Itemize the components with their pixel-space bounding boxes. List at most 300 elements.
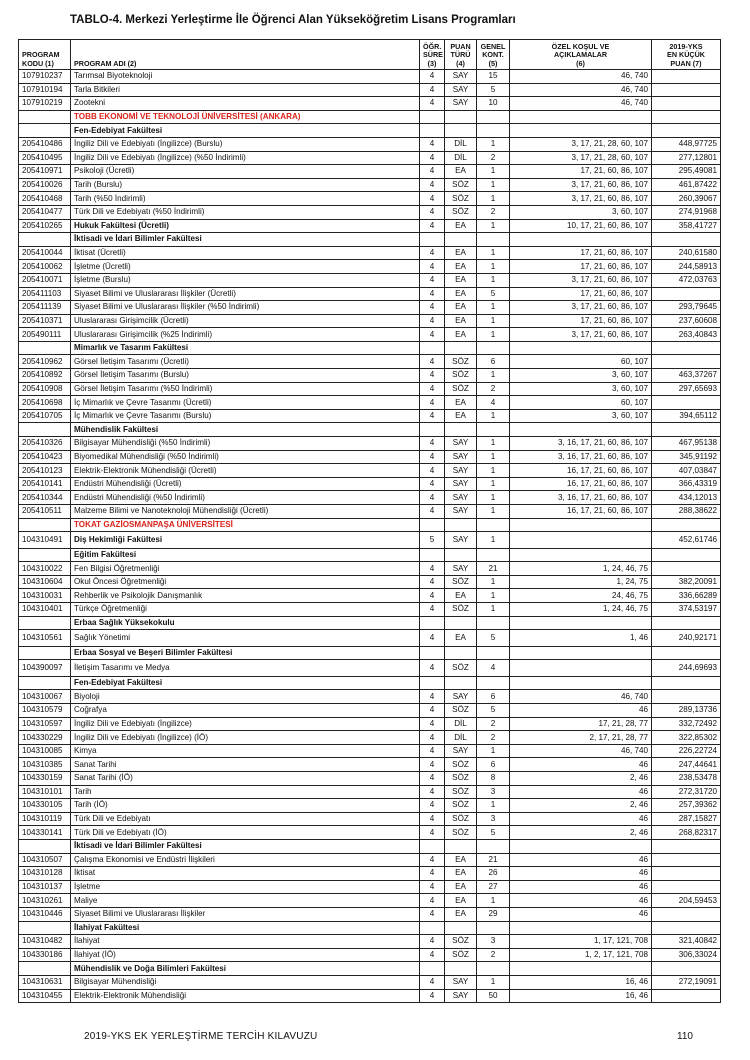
table-row [19,630,721,647]
min-score-cell: 461,87422 [652,178,721,192]
program-code-cell: 104310031 [19,589,71,603]
duration-cell: 4 [420,575,445,589]
program-code-cell: 205410265 [19,219,71,233]
program-name-cell: Türk Dili ve Edebiyatı (%50 İndirimli) [71,205,420,219]
conditions-cell: 46 [510,704,652,718]
score-type-cell: SAY [445,505,477,519]
quota-cell: 1 [477,246,510,260]
duration-cell: 4 [420,97,445,111]
quota-cell: 1 [477,301,510,315]
program-name-cell: Tarih [71,785,420,799]
score-type-cell [445,548,477,562]
program-name-cell: İç Mimarlık ve Çevre Tasarımı (Ücretli) [71,396,420,410]
duration-cell [420,423,445,437]
score-type-cell [445,518,477,532]
duration-cell [420,616,445,630]
conditions-cell: 1, 24, 46, 75 [510,603,652,617]
min-score-cell: 295,49081 [652,165,721,179]
program-code-cell: 104310385 [19,758,71,772]
min-score-cell [652,287,721,301]
program-code-cell: 107910219 [19,97,71,111]
program-code-cell: 205410511 [19,505,71,519]
quota-cell: 1 [477,165,510,179]
table-row [19,409,721,423]
conditions-cell: 24, 46, 75 [510,589,652,603]
table-row [19,772,721,786]
duration-cell: 4 [420,717,445,731]
score-type-cell: EA [445,853,477,867]
program-code-cell: 205410371 [19,314,71,328]
table-row [19,589,721,603]
program-code-cell: 205410071 [19,273,71,287]
header-score-type: PUAN TÜRÜ (4) [445,40,477,70]
program-name-cell: İngiliz Dili ve Edebiyatı (İngilizce) (İÖ) [71,731,420,745]
conditions-cell: 46, 740 [510,744,652,758]
duration-cell: 4 [420,205,445,219]
conditions-cell: 46 [510,894,652,908]
conditions-cell: 2, 46 [510,772,652,786]
table-row [19,660,721,677]
faculty-row [19,341,721,355]
footer-guide-title: 2019-YKS EK YERLEŞTİRME TERCİH KILAVUZU [84,1031,318,1042]
duration-cell: 4 [420,758,445,772]
min-score-cell [652,867,721,881]
program-name-cell: Kimya [71,744,420,758]
program-code-cell [19,423,71,437]
score-type-cell: SAY [445,532,477,549]
quota-cell: 3 [477,935,510,949]
conditions-cell: 1, 2, 17, 121, 708 [510,948,652,962]
program-code-cell: 205410908 [19,382,71,396]
program-name-cell: Sağlık Yönetimi [71,630,420,647]
program-code-cell: 104310085 [19,744,71,758]
conditions-cell: 17, 21, 60, 86, 107 [510,287,652,301]
duration-cell: 5 [420,532,445,549]
table-row [19,717,721,731]
min-score-cell: 260,39067 [652,192,721,206]
score-type-cell: EA [445,907,477,921]
footer-page-number: 110 [677,1031,693,1042]
faculty-row [19,233,721,247]
program-name-cell: İşletme (Burslu) [71,273,420,287]
table-row [19,287,721,301]
duration-cell: 4 [420,165,445,179]
conditions-cell: 3, 16, 17, 21, 60, 86, 107 [510,437,652,451]
program-name-cell: İletişim Tasarımı ve Medya [71,660,420,677]
quota-cell: 1 [477,137,510,151]
quota-cell: 1 [477,894,510,908]
quota-cell: 21 [477,853,510,867]
program-code-cell: 205410123 [19,464,71,478]
conditions-cell: 60, 107 [510,355,652,369]
score-type-cell [445,341,477,355]
faculty-name-cell: İlahiyat Fakültesi [71,921,420,935]
conditions-cell [510,233,652,247]
duration-cell: 4 [420,772,445,786]
score-type-cell: SÖZ [445,935,477,949]
table-row [19,205,721,219]
conditions-cell [510,676,652,690]
min-score-cell: 272,19091 [652,975,721,989]
conditions-cell: 16, 46 [510,975,652,989]
duration-cell: 4 [420,83,445,97]
duration-cell: 4 [420,989,445,1003]
duration-cell [420,676,445,690]
faculty-row [19,839,721,853]
quota-cell [477,839,510,853]
conditions-cell [510,616,652,630]
program-name-cell: Siyaset Bilimi ve Uluslararası İlişkiler [71,907,420,921]
min-score-cell [652,423,721,437]
program-code-cell: 104330229 [19,731,71,745]
table-row [19,907,721,921]
score-type-cell: SAY [445,562,477,576]
score-type-cell [445,676,477,690]
table-row [19,505,721,519]
program-name-cell: Uluslararası Girişimcilik (Ücretli) [71,314,420,328]
conditions-cell: 46, 740 [510,690,652,704]
duration-cell: 4 [420,935,445,949]
min-score-cell [652,548,721,562]
program-name-cell: Biyoloji [71,690,420,704]
table-row [19,785,721,799]
table-row [19,369,721,383]
duration-cell: 4 [420,70,445,84]
table-row [19,975,721,989]
min-score-cell: 226,22724 [652,744,721,758]
score-type-cell: SÖZ [445,799,477,813]
min-score-cell: 306,33024 [652,948,721,962]
table-row [19,273,721,287]
score-type-cell: SAY [445,70,477,84]
min-score-cell [652,839,721,853]
faculty-row [19,616,721,630]
table-row [19,97,721,111]
min-score-cell: 293,79645 [652,301,721,315]
program-code-cell [19,616,71,630]
quota-cell: 2 [477,205,510,219]
table-row [19,491,721,505]
duration-cell: 4 [420,690,445,704]
program-name-cell: Maliye [71,894,420,908]
quota-cell: 1 [477,409,510,423]
min-score-cell: 274,91968 [652,205,721,219]
quota-cell: 1 [477,799,510,813]
score-type-cell [445,839,477,853]
min-score-cell [652,124,721,138]
quota-cell: 1 [477,450,510,464]
conditions-cell: 46, 740 [510,97,652,111]
program-code-cell: 205410141 [19,477,71,491]
duration-cell: 4 [420,437,445,451]
program-code-cell: 205410477 [19,205,71,219]
program-code-cell: 205411103 [19,287,71,301]
quota-cell: 1 [477,260,510,274]
program-code-cell: 107910194 [19,83,71,97]
program-name-cell: Siyaset Bilimi ve Uluslararası İlişkiler (Ücretli) [71,287,420,301]
score-type-cell: EA [445,396,477,410]
quota-cell [477,110,510,124]
program-code-cell: 205410326 [19,437,71,451]
table-row [19,948,721,962]
quota-cell: 1 [477,505,510,519]
duration-cell: 4 [420,704,445,718]
duration-cell: 4 [420,137,445,151]
table-row [19,989,721,1003]
quota-cell: 4 [477,660,510,677]
score-type-cell: EA [445,328,477,342]
score-type-cell: SÖZ [445,382,477,396]
table-row [19,192,721,206]
min-score-cell: 358,41727 [652,219,721,233]
conditions-cell [510,124,652,138]
conditions-cell [510,962,652,976]
conditions-cell [510,341,652,355]
program-name-cell: Fen Bilgisi Öğretmenliği [71,562,420,576]
conditions-cell: 46, 740 [510,70,652,84]
program-code-cell [19,341,71,355]
conditions-cell: 46 [510,758,652,772]
table-row [19,880,721,894]
score-type-cell: EA [445,219,477,233]
conditions-cell: 16, 17, 21, 60, 86, 107 [510,505,652,519]
conditions-cell [510,548,652,562]
duration-cell [420,839,445,853]
min-score-cell [652,341,721,355]
faculty-name-cell: İktisadi ve İdari Bilimler Fakültesi [71,839,420,853]
quota-cell [477,616,510,630]
min-score-cell: 297,65693 [652,382,721,396]
conditions-cell: 46 [510,785,652,799]
table-row [19,867,721,881]
program-code-cell: 104310101 [19,785,71,799]
duration-cell: 4 [420,812,445,826]
score-type-cell: SÖZ [445,826,477,840]
program-code-cell: 104310604 [19,575,71,589]
score-type-cell: SAY [445,491,477,505]
conditions-cell: 46 [510,853,652,867]
duration-cell: 4 [420,192,445,206]
score-type-cell: SAY [445,97,477,111]
min-score-cell: 366,43319 [652,477,721,491]
program-name-cell: İlahiyat [71,935,420,949]
score-type-cell: SAY [445,437,477,451]
duration-cell: 4 [420,630,445,647]
duration-cell: 4 [420,867,445,881]
program-code-cell: 104310401 [19,603,71,617]
min-score-cell [652,690,721,704]
program-name-cell: Çalışma Ekonomisi ve Endüstri İlişkileri [71,853,420,867]
quota-cell: 1 [477,744,510,758]
header-min-score: 2019-YKS EN KÜÇÜK PUAN (7) [652,40,721,70]
conditions-cell: 17, 21, 60, 86, 107 [510,165,652,179]
duration-cell [420,124,445,138]
score-type-cell: DİL [445,137,477,151]
score-type-cell: SÖZ [445,758,477,772]
program-code-cell: 104390097 [19,660,71,677]
table-row [19,704,721,718]
score-type-cell: EA [445,630,477,647]
quota-cell: 8 [477,772,510,786]
score-type-cell: SÖZ [445,192,477,206]
program-name-cell: Tarla Bitkileri [71,83,420,97]
min-score-cell: 382,20091 [652,575,721,589]
score-type-cell: EA [445,409,477,423]
score-type-cell [445,616,477,630]
program-code-cell [19,962,71,976]
score-type-cell: SAY [445,744,477,758]
score-type-cell: SAY [445,450,477,464]
program-name-cell: İktisat [71,867,420,881]
program-code-cell: 205411139 [19,301,71,315]
duration-cell: 4 [420,178,445,192]
conditions-cell: 16, 17, 21, 60, 86, 107 [510,464,652,478]
min-score-cell: 277,12801 [652,151,721,165]
program-code-cell: 104330186 [19,948,71,962]
quota-cell [477,341,510,355]
program-code-cell: 205410423 [19,450,71,464]
program-name-cell: Psikoloji (Ücretli) [71,165,420,179]
score-type-cell: SAY [445,477,477,491]
program-name-cell: Görsel İletişim Tasarımı (%50 İndirimli) [71,382,420,396]
quota-cell: 5 [477,826,510,840]
program-name-cell: İşletme [71,880,420,894]
min-score-cell [652,646,721,660]
quota-cell [477,646,510,660]
program-code-cell: 104310631 [19,975,71,989]
quota-cell: 1 [477,575,510,589]
min-score-cell: 467,95138 [652,437,721,451]
min-score-cell: 434,12013 [652,491,721,505]
program-code-cell: 104310597 [19,717,71,731]
faculty-name-cell: Mühendislik Fakültesi [71,423,420,437]
min-score-cell [652,676,721,690]
quota-cell: 1 [477,328,510,342]
program-code-cell [19,646,71,660]
quota-cell: 1 [477,477,510,491]
duration-cell: 4 [420,853,445,867]
quota-cell: 26 [477,867,510,881]
program-code-cell: 104310137 [19,880,71,894]
program-code-cell [19,548,71,562]
conditions-cell: 46 [510,907,652,921]
quota-cell: 1 [477,975,510,989]
duration-cell: 4 [420,409,445,423]
min-score-cell [652,233,721,247]
conditions-cell: 3, 17, 21, 28, 60, 107 [510,137,652,151]
quota-cell: 6 [477,355,510,369]
conditions-cell: 3, 17, 21, 28, 60, 107 [510,151,652,165]
duration-cell [420,518,445,532]
program-code-cell: 104310455 [19,989,71,1003]
min-score-cell [652,562,721,576]
table-row [19,178,721,192]
score-type-cell: SÖZ [445,948,477,962]
faculty-row [19,921,721,935]
program-name-cell: Hukuk Fakültesi (Ücretli) [71,219,420,233]
quota-cell: 2 [477,382,510,396]
min-score-cell: 240,92171 [652,630,721,647]
faculty-name-cell: Fen-Edebiyat Fakültesi [71,676,420,690]
min-score-cell [652,921,721,935]
score-type-cell: EA [445,165,477,179]
conditions-cell: 17, 21, 60, 86, 107 [510,246,652,260]
header-program-code: PROGRAM KODU (1) [19,40,71,70]
table-row [19,301,721,315]
quota-cell [477,233,510,247]
duration-cell: 4 [420,246,445,260]
table-row [19,260,721,274]
min-score-cell [652,110,721,124]
program-name-cell: İktisat (Ücretli) [71,246,420,260]
table-row [19,477,721,491]
duration-cell: 4 [420,396,445,410]
score-type-cell: DİL [445,151,477,165]
table-row [19,603,721,617]
conditions-cell: 2, 17, 21, 28, 77 [510,731,652,745]
document-title: TABLO-4. Merkezi Yerleştirme İle Öğrenci Alan Yükseköğretim Lisans Programları [70,14,516,26]
program-name-cell: İngiliz Dili ve Edebiyatı (İngilizce) (Burslu) [71,137,420,151]
min-score-cell: 244,58913 [652,260,721,274]
program-code-cell [19,110,71,124]
duration-cell: 4 [420,907,445,921]
table-row [19,165,721,179]
program-name-cell: Rehberlik ve Psikolojik Danışmanlık [71,589,420,603]
faculty-row [19,962,721,976]
table-row [19,314,721,328]
program-name-cell: Tarımsal Biyoteknoloji [71,70,420,84]
faculty-name-cell: Erbaa Sosyal ve Beşeri Bilimler Fakültesi [71,646,420,660]
faculty-row [19,423,721,437]
program-name-cell: Tarih (%50 İndirimli) [71,192,420,206]
program-code-cell: 205410962 [19,355,71,369]
score-type-cell [445,233,477,247]
score-type-cell: DİL [445,717,477,731]
duration-cell: 4 [420,799,445,813]
program-code-cell: 205410705 [19,409,71,423]
duration-cell [420,921,445,935]
score-type-cell: DİL [445,731,477,745]
table-row [19,532,721,549]
faculty-row [19,676,721,690]
table-row [19,935,721,949]
score-type-cell: EA [445,314,477,328]
quota-cell: 1 [477,219,510,233]
quota-cell: 2 [477,151,510,165]
quota-cell: 1 [477,273,510,287]
score-type-cell: SAY [445,690,477,704]
conditions-cell: 3, 17, 21, 60, 86, 107 [510,273,652,287]
table-row [19,437,721,451]
min-score-cell: 289,13736 [652,704,721,718]
quota-cell: 10 [477,97,510,111]
score-type-cell: EA [445,867,477,881]
min-score-cell [652,83,721,97]
faculty-name-cell: Mühendislik ve Doğa Bilimleri Fakültesi [71,962,420,976]
program-name-cell: Endüstri Mühendisliği (Ücretli) [71,477,420,491]
table-header-row [19,40,721,70]
table-row [19,690,721,704]
quota-cell [477,676,510,690]
duration-cell [420,233,445,247]
min-score-cell: 204,59453 [652,894,721,908]
score-type-cell: SÖZ [445,603,477,617]
program-name-cell: Türk Dili ve Edebiyatı [71,812,420,826]
conditions-cell: 46 [510,867,652,881]
quota-cell: 1 [477,532,510,549]
duration-cell: 4 [420,744,445,758]
duration-cell: 4 [420,826,445,840]
